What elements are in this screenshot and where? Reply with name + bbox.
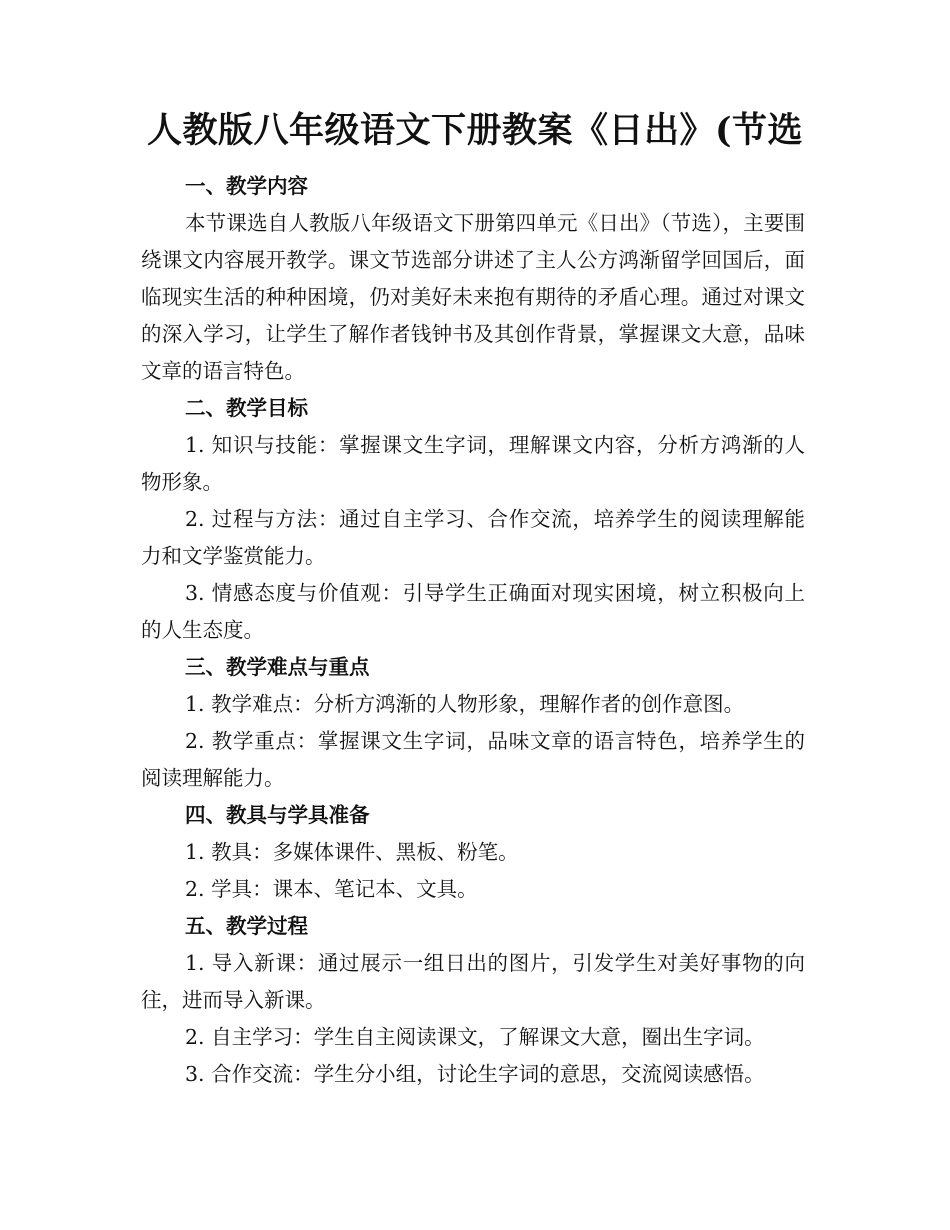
- section-heading-content: 一、教学内容: [185, 174, 308, 198]
- section-heading-goals: 二、教学目标: [185, 396, 308, 420]
- process-item-3: 3. 合作交流：学生分小组，讨论生字词的意思，交流阅读感悟。: [185, 1062, 765, 1086]
- key-point-item-1: 1. 教学难点：分析方鸿渐的人物形象，理解作者的创作意图。: [185, 692, 745, 716]
- key-point-item-2: 2. 教学重点：掌握课文生字词，品味文章的语言特色，培养学生的阅读理解能力。: [141, 729, 805, 790]
- section-heading-tools: 四、教具与学具准备: [185, 803, 370, 827]
- goal-item-1: 1. 知识与技能：掌握课文生字词，理解课文内容，分析方鸿渐的人物形象。: [141, 433, 805, 494]
- document-body: [141, 168, 805, 1093]
- section-heading-process: 五、教学过程: [185, 914, 308, 938]
- tool-item-2: 2. 学具：课本、笔记本、文具。: [185, 877, 478, 901]
- section-heading-key-points: 三、教学难点与重点: [185, 655, 370, 679]
- process-item-2: 2. 自主学习：学生自主阅读课文，了解课文大意，圈出生字词。: [185, 1025, 765, 1049]
- tool-item-1: 1. 教具：多媒体课件、黑板、粉笔。: [185, 840, 519, 864]
- page-title: 人教版八年级语文下册教案《日出》(节选: [146, 110, 804, 151]
- content-paragraph: 本节课选自人教版八年级语文下册第四单元《日出》（节选），主要围绕课文内容展开教学。课文节选部分讲述了主人公方鸿渐留学回国后，面临现实生活的种种困境，仍对美好未来抱有期待的矛盾心理。通过对课文的深入学习，让学生了解作者钱钟书及其创作背景，掌握课文大意，品味文章的语言特色。: [141, 211, 805, 383]
- goal-item-2: 2. 过程与方法：通过自主学习、合作交流，培养学生的阅读理解能力和文学鉴赏能力。: [141, 507, 805, 568]
- process-item-1: 1. 导入新课：通过展示一组日出的图片，引发学生对美好事物的向往，进而导入新课。: [141, 951, 805, 1012]
- goal-item-3: 3. 情感态度与价值观：引导学生正确面对现实困境，树立积极向上的人生态度。: [141, 581, 805, 642]
